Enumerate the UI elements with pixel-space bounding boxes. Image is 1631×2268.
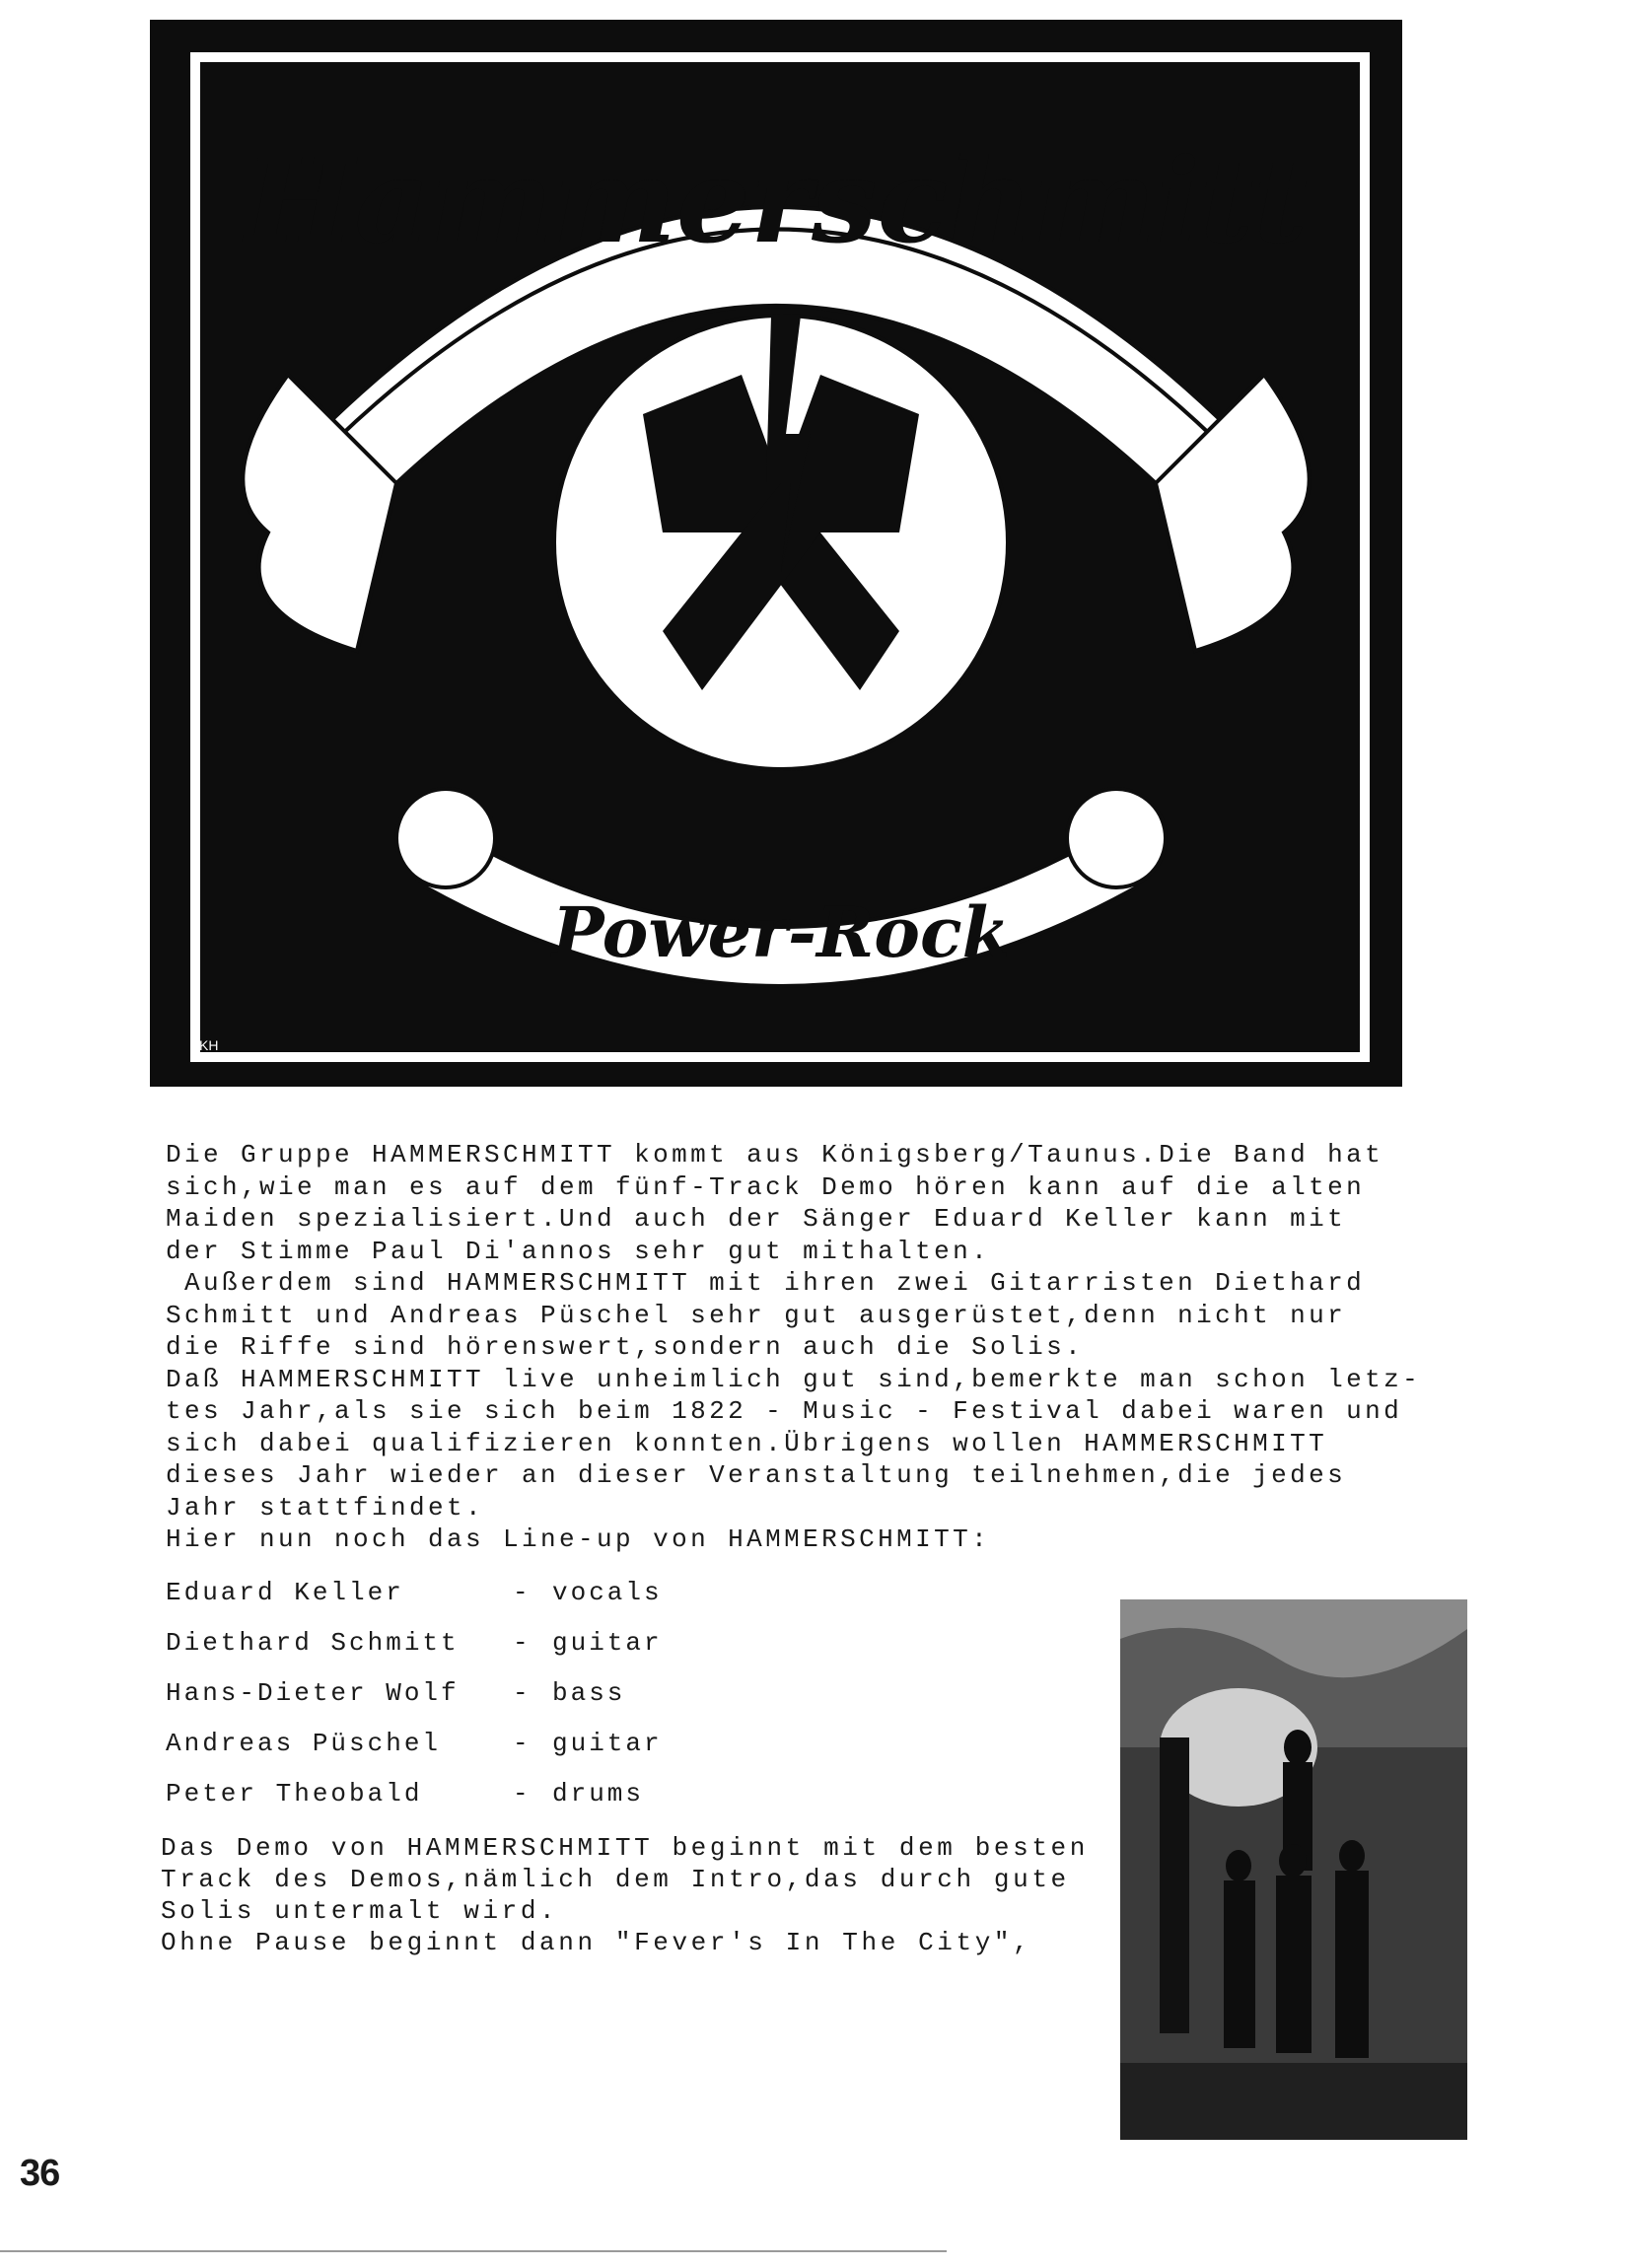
- lineup-row: [166, 1578, 718, 1628]
- logo-band-name: Hammerschmitt: [245, 132, 1308, 269]
- page-number: 36: [20, 2153, 60, 2194]
- member-name: Andreas Püschel: [166, 1729, 442, 1758]
- member-name: Hans-Dieter Wolf: [166, 1678, 460, 1708]
- member-name: Eduard Keller: [166, 1578, 404, 1607]
- lineup-row: [166, 1779, 718, 1829]
- page-edge-divider: [0, 2250, 947, 2252]
- member-role: bass: [552, 1678, 626, 1708]
- separator-dash: -: [513, 1729, 532, 1758]
- lineup-row: [166, 1729, 718, 1779]
- band-photo: [1120, 1599, 1467, 2140]
- member-role: guitar: [552, 1628, 663, 1658]
- article-body: Die Gruppe HAMMERSCHMITT kommt aus Königsberg/Taunus.Die Band hat sich,wie man es auf dem fünf-Track Demo hören kann auf die alten Maiden spezialisiert.Und auch der Sänger Eduard Keller kann mit der Stimme Paul Di'annos sehr gut mithalten. Außerdem sind HAMMERSCHMITT mit ihren zwei Gitarristen Diethard Schmitt und Andreas Püschel sehr gut ausgerüstet,denn nicht nur die Riffe sind hörenswert,sondern auch die Solis. Daß HAMMERSCHMITT live unheimlich gut sind,bemerkte man schon letz- tes Jahr,als sie sich beim 1822 - Music - Festival dabei waren und sich dabei qualifizieren konnten.Übrigens wollen HAMMERSCHMITT dieses Jahr wieder an dieser Veranstaltung teilnehmen,die jedes Jahr stattfindet. Hier nun noch das Line-up von HAMMERSCHMITT:: [166, 1140, 1422, 1554]
- member-name: Peter Theobald: [166, 1779, 423, 1808]
- separator-dash: -: [513, 1779, 532, 1808]
- member-role: guitar: [552, 1729, 663, 1758]
- member-role: drums: [552, 1779, 645, 1808]
- member-role: vocals: [552, 1578, 663, 1607]
- article-closing: Das Demo von HAMMERSCHMITT beginnt mit dem besten Track des Demos,nämlich dem Intro,das durch gute Solis untermalt wird. Ohne Pause beginnt dann "Fever's In The City",: [161, 1833, 1089, 1957]
- logo-artist-mark: KH: [199, 1037, 219, 1053]
- logo-tagline: Power-Rock: [551, 891, 1011, 973]
- member-name: Diethard Schmitt: [166, 1628, 460, 1658]
- separator-dash: -: [513, 1578, 532, 1607]
- lineup-list: [166, 1578, 718, 1829]
- band-logo-image: [150, 20, 1402, 1087]
- separator-dash: -: [513, 1628, 532, 1658]
- lineup-row: [166, 1678, 718, 1729]
- separator-dash: -: [513, 1678, 532, 1708]
- lineup-row: [166, 1628, 718, 1678]
